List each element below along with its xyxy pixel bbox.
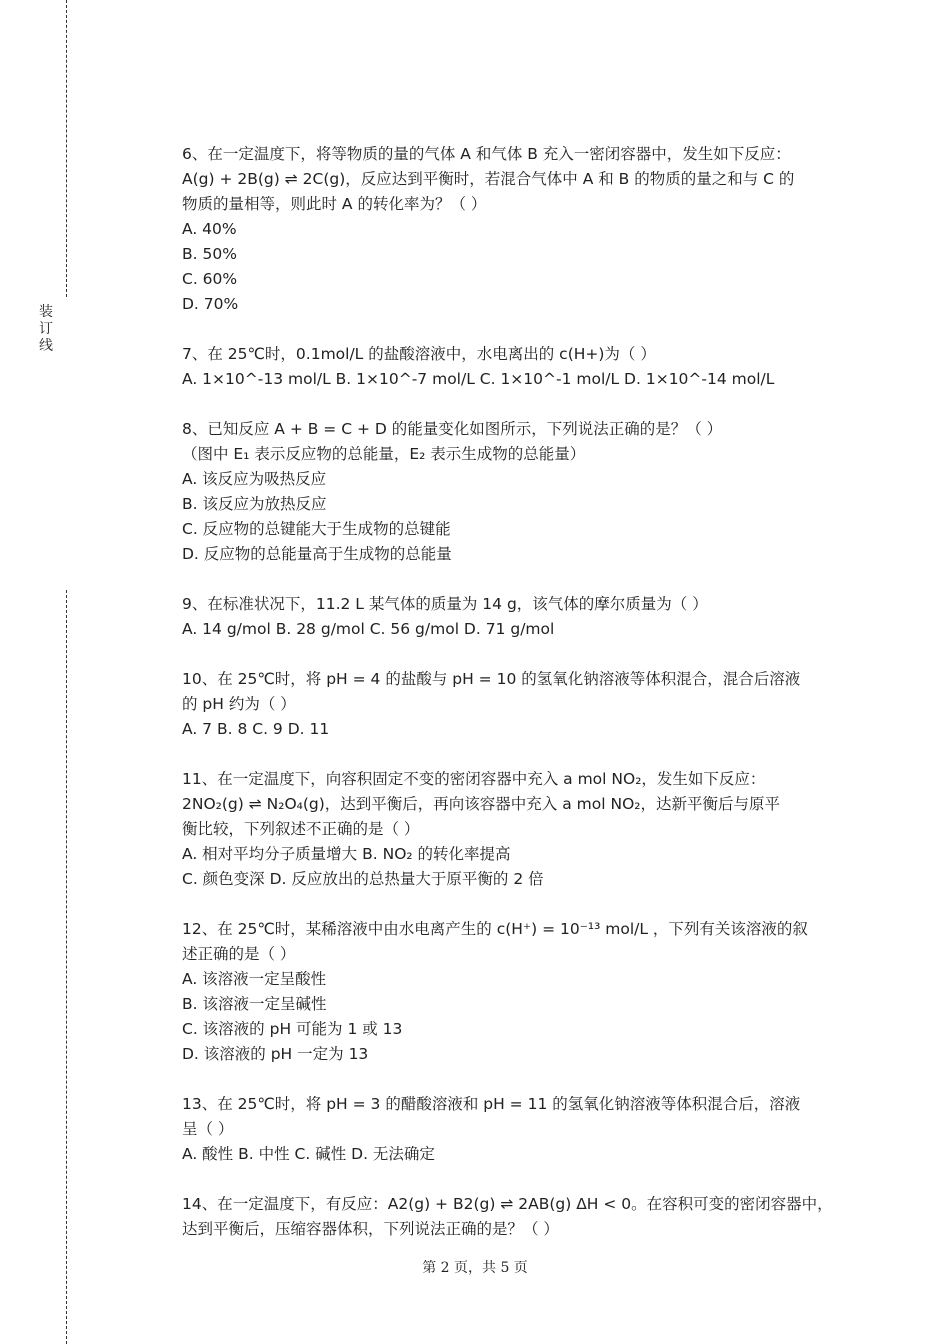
option-a: A. 该反应为吸热反应 bbox=[182, 470, 327, 488]
question-8 bbox=[182, 417, 872, 567]
options-line: A. 7 B. 8 C. 9 D. 11 bbox=[182, 720, 330, 738]
question-12 bbox=[182, 917, 872, 1067]
question-text: 14、在一定温度下，有反应：A2(g) + B2(g) ⇌ 2AB(g) ΔH < 0。在容积可变的密闭容器中， bbox=[182, 1195, 833, 1213]
question-text: 7、在 25℃时，0.1mol/L 的盐酸溶液中，水电离出的 c(H+)为（ ） bbox=[182, 345, 656, 363]
binding-label-char: 订 bbox=[39, 321, 53, 337]
question-text: 的 pH 约为（ ） bbox=[182, 695, 296, 713]
question-text: 13、在 25℃时，将 pH = 3 的醋酸溶液和 pH = 11 的氢氧化钠溶液等体积混合后，溶液 bbox=[182, 1095, 801, 1113]
question-10 bbox=[182, 667, 872, 742]
binding-label bbox=[37, 304, 55, 355]
question-text: 11、在一定温度下，向容积固定不变的密闭容器中充入 a mol NO₂，发生如下反应： bbox=[182, 770, 766, 788]
binding-line-top bbox=[66, 0, 67, 297]
question-text: 6、在一定温度下，将等物质的量的气体 A 和气体 B 充入一密闭容器中，发生如下反应： bbox=[182, 145, 791, 163]
question-13 bbox=[182, 1092, 872, 1167]
option-b: B. 该反应为放热反应 bbox=[182, 495, 327, 513]
question-text: 2NO₂(g) ⇌ N₂O₄(g)，达到平衡后，再向该容器中充入 a mol NO₂，达新平衡后与原平 bbox=[182, 795, 780, 813]
options-line: C. 颜色变深 D. 反应放出的总热量大于原平衡的 2 倍 bbox=[182, 870, 544, 888]
option-c: C. 该溶液的 pH 可能为 1 或 13 bbox=[182, 1020, 403, 1038]
question-14 bbox=[182, 1192, 872, 1242]
question-text: 呈（ ） bbox=[182, 1120, 234, 1138]
binding-line-bottom bbox=[66, 590, 67, 1344]
binding-label-char: 装 bbox=[39, 304, 53, 320]
question-text: 达到平衡后，压缩容器体积，下列说法正确的是？（ ） bbox=[182, 1220, 559, 1238]
question-11 bbox=[182, 767, 872, 892]
option-d: D. 反应物的总能量高于生成物的总能量 bbox=[182, 545, 452, 563]
question-text: 8、已知反应 A + B = C + D 的能量变化如图所示，下列说法正确的是？（ ） bbox=[182, 420, 723, 438]
option-d: D. 该溶液的 pH 一定为 13 bbox=[182, 1045, 369, 1063]
options-line: A. 酸性 B. 中性 C. 碱性 D. 无法确定 bbox=[182, 1145, 435, 1163]
options-line: A. 相对平均分子质量增大 B. NO₂ 的转化率提高 bbox=[182, 845, 511, 863]
option-b: B. 该溶液一定呈碱性 bbox=[182, 995, 327, 1013]
page-number: 第 2 页，共 5 页 bbox=[422, 1260, 528, 1276]
question-text: 衡比较，下列叙述不正确的是（ ） bbox=[182, 820, 420, 838]
question-6 bbox=[182, 142, 872, 317]
question-text: 述正确的是（ ） bbox=[182, 945, 296, 963]
question-text: 12、在 25℃时，某稀溶液中由水电离产生的 c(H⁺) = 10⁻¹³ mol/L ，下列有关该溶液的叙 bbox=[182, 920, 808, 938]
question-text: 物质的量相等，则此时 A 的转化率为？（ ） bbox=[182, 195, 487, 213]
option-c: C. 60% bbox=[182, 270, 238, 288]
binding-label-char: 线 bbox=[39, 338, 53, 354]
question-9 bbox=[182, 592, 872, 642]
question-text: A(g) + 2B(g) ⇌ 2C(g)，反应达到平衡时，若混合气体中 A 和 B 的物质的量之和与 C 的 bbox=[182, 170, 795, 188]
options-line: A. 1×10^-13 mol/L B. 1×10^-7 mol/L C. 1×10^-1 mol/L D. 1×10^-14 mol/L bbox=[182, 370, 775, 388]
options-line: A. 14 g/mol B. 28 g/mol C. 56 g/mol D. 71 g/mol bbox=[182, 620, 555, 638]
question-list bbox=[182, 142, 872, 1267]
option-a: A. 40% bbox=[182, 220, 237, 238]
question-note: （图中 E₁ 表示反应物的总能量，E₂ 表示生成物的总能量） bbox=[182, 445, 586, 463]
option-a: A. 该溶液一定呈酸性 bbox=[182, 970, 327, 988]
option-b: B. 50% bbox=[182, 245, 237, 263]
option-d: D. 70% bbox=[182, 295, 239, 313]
question-7 bbox=[182, 342, 872, 392]
question-text: 9、在标准状况下，11.2 L 某气体的质量为 14 g，该气体的摩尔质量为（ ） bbox=[182, 595, 708, 613]
question-text: 10、在 25℃时，将 pH = 4 的盐酸与 pH = 10 的氢氧化钠溶液等体积混合，混合后溶液 bbox=[182, 670, 801, 688]
option-c: C. 反应物的总键能大于生成物的总键能 bbox=[182, 520, 451, 538]
